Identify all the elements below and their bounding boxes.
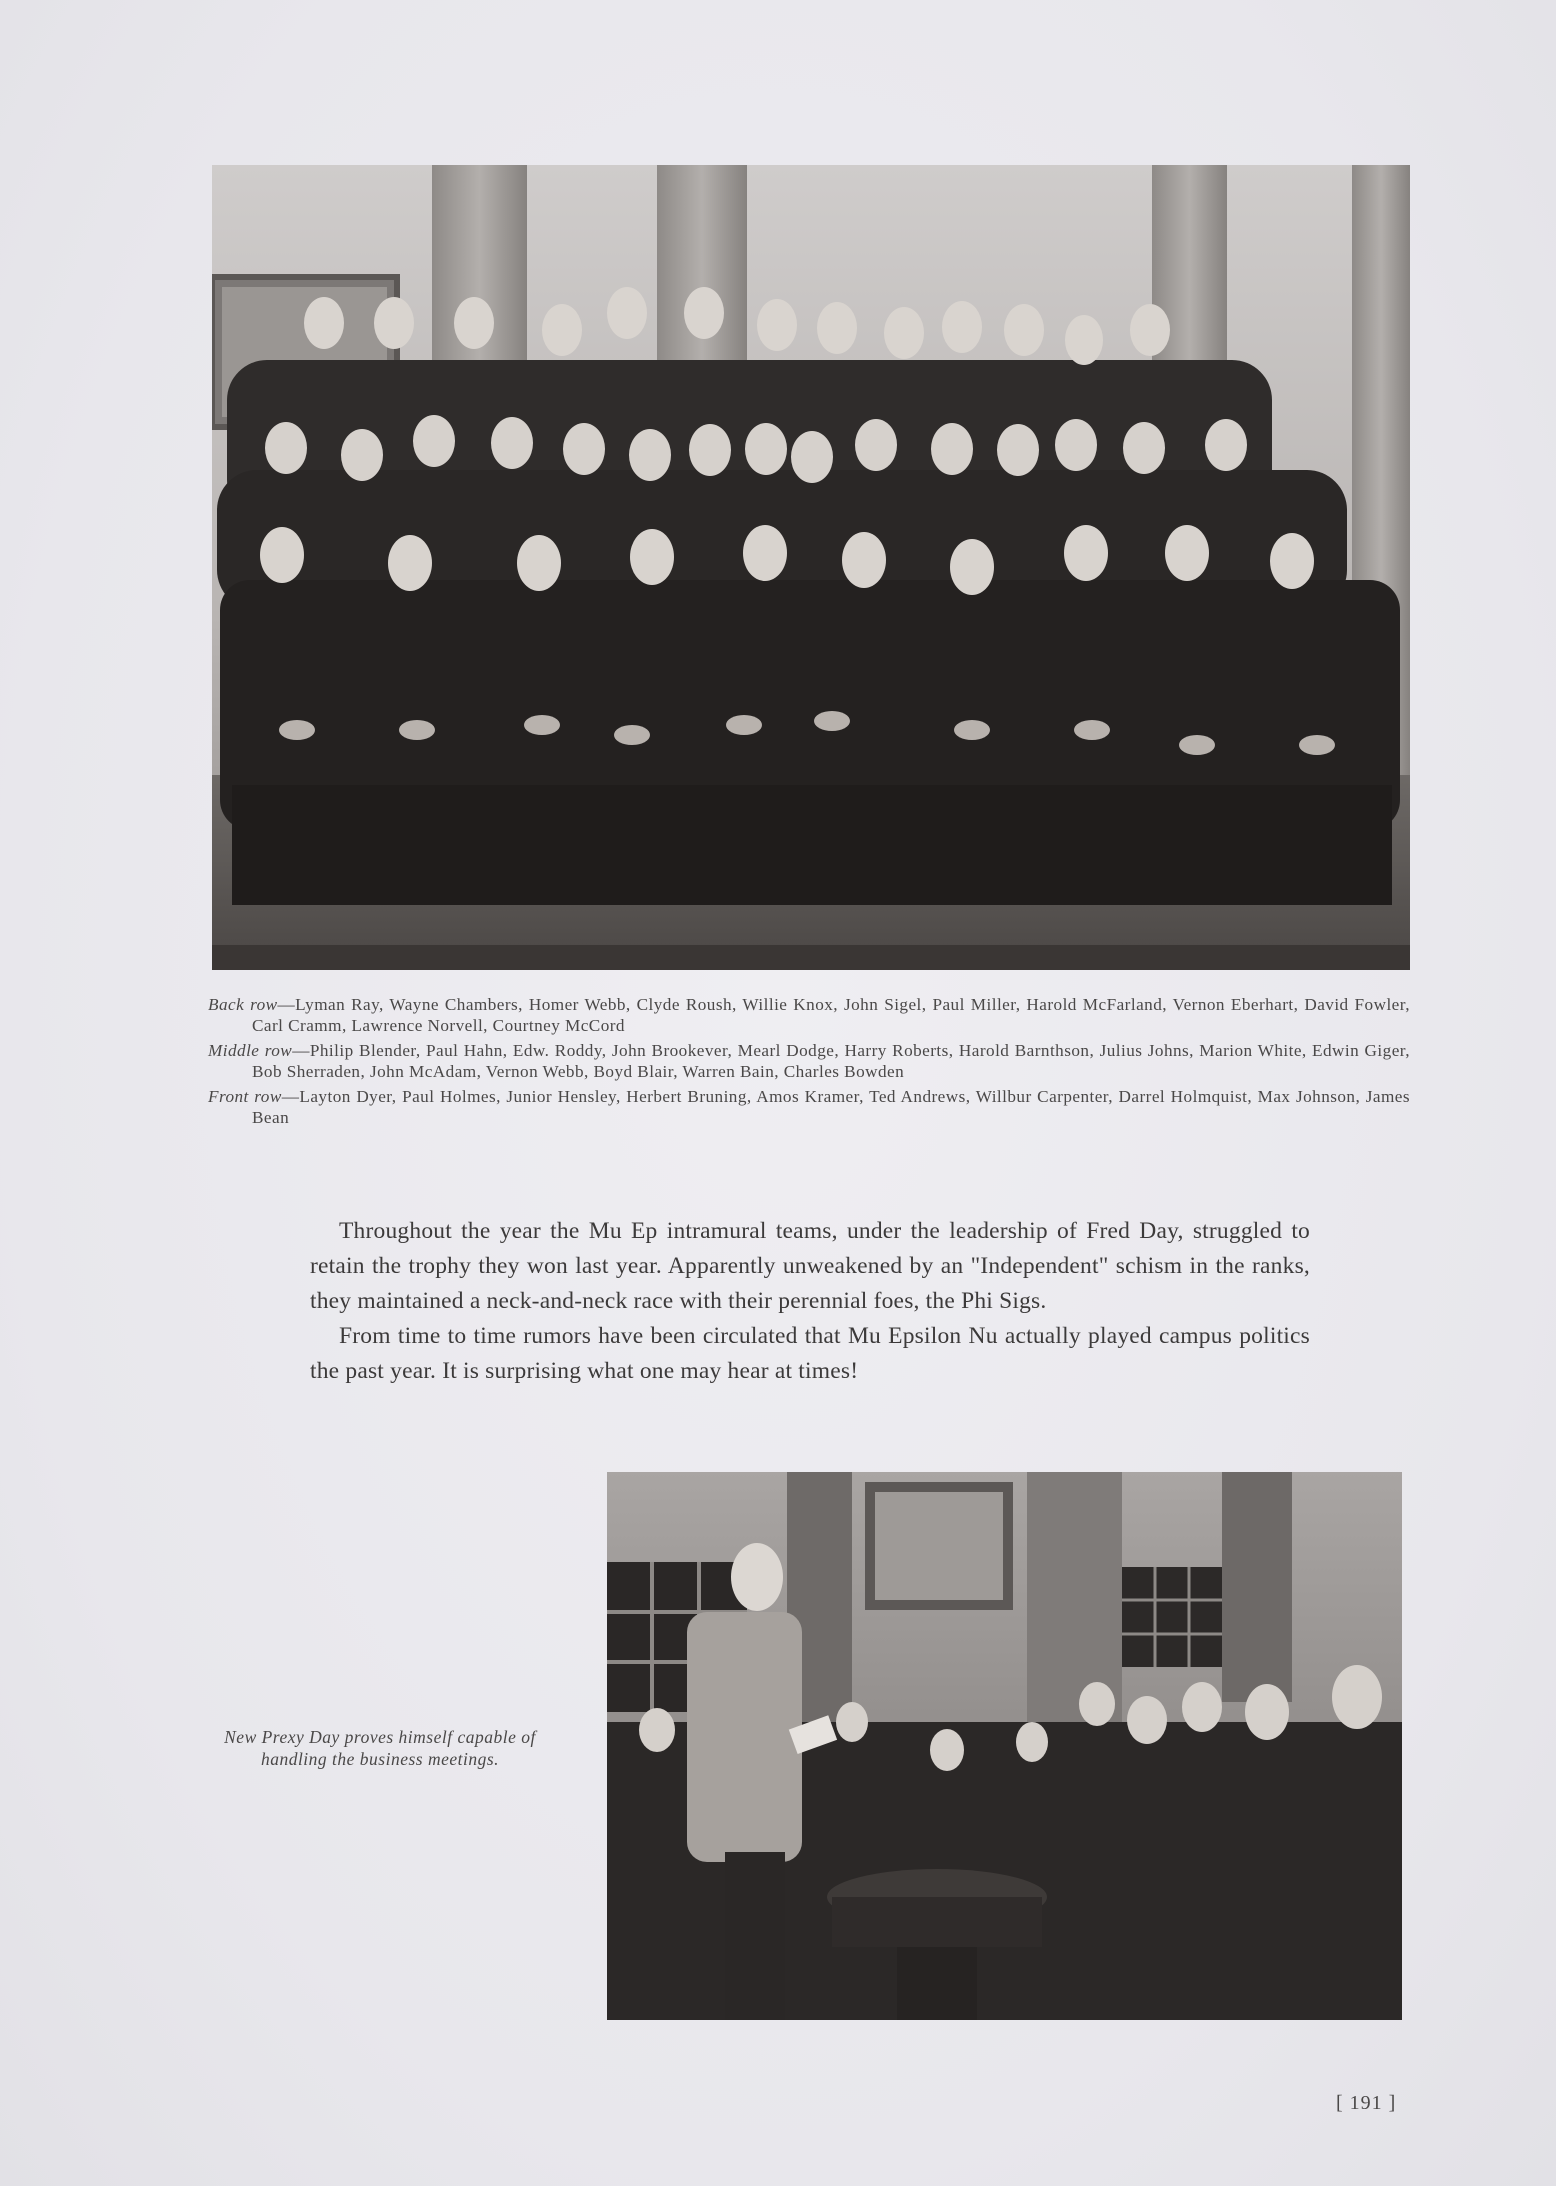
body-paragraph: From time to time rumors have been circulated that Mu Epsilon Nu actually played campus politics the past year. It is surprising what one may hear at times!: [310, 1323, 1310, 1384]
page-number: [ 191 ]: [1336, 2092, 1397, 2114]
front-row-caption: [208, 1086, 1410, 1128]
group-photograph: [212, 165, 1410, 970]
group-photo-image: [212, 165, 1410, 970]
body-paragraph: Throughout the year the Mu Ep intramural teams, under the leadership of Fred Day, struggled to retain the trophy they won last year. Apparently unweakened by an "Independent" schism in the ranks, they maintained a neck-and-neck race with their perennial foes, the Phi Sigs.: [310, 1218, 1310, 1314]
body-text: [310, 1214, 1310, 1389]
meeting-photo-caption: New Prexy Day proves himself capable of handling the business meetings.: [224, 1727, 536, 1769]
front-row-label: Front row: [208, 1087, 282, 1106]
back-row-label: Back row: [208, 995, 278, 1014]
back-row-caption: [208, 994, 1410, 1036]
back-row-names: —Lyman Ray, Wayne Chambers, Homer Webb, Clyde Roush, Willie Knox, John Sigel, Paul Miller, Harold McFarland, Vernon Eberhart, David Fowler, Carl Cramm, Lawrence Norvell, Courtney McCord: [252, 995, 1410, 1035]
meeting-photograph: [607, 1472, 1402, 2020]
middle-row-names: —Philip Blender, Paul Hahn, Edw. Roddy, John Brookever, Mearl Dodge, Harry Roberts, Harold Barnthson, Julius Johns, Marion White, Edwin Giger, Bob Sherraden, John McAdam, Vernon Webb, Boyd Blair, Warren Bain, Charles Bowden: [252, 1041, 1411, 1081]
front-row-names: —Layton Dyer, Paul Holmes, Junior Hensley, Herbert Bruning, Amos Kramer, Ted Andrews, Willbur Carpenter, Darrel Holmquist, Max Johnson, James Bean: [252, 1087, 1411, 1127]
meeting-photo-image: [607, 1472, 1402, 2020]
middle-row-caption: [208, 1040, 1410, 1082]
middle-row-label: Middle row: [208, 1041, 293, 1060]
group-photo-caption: [208, 994, 1410, 1132]
